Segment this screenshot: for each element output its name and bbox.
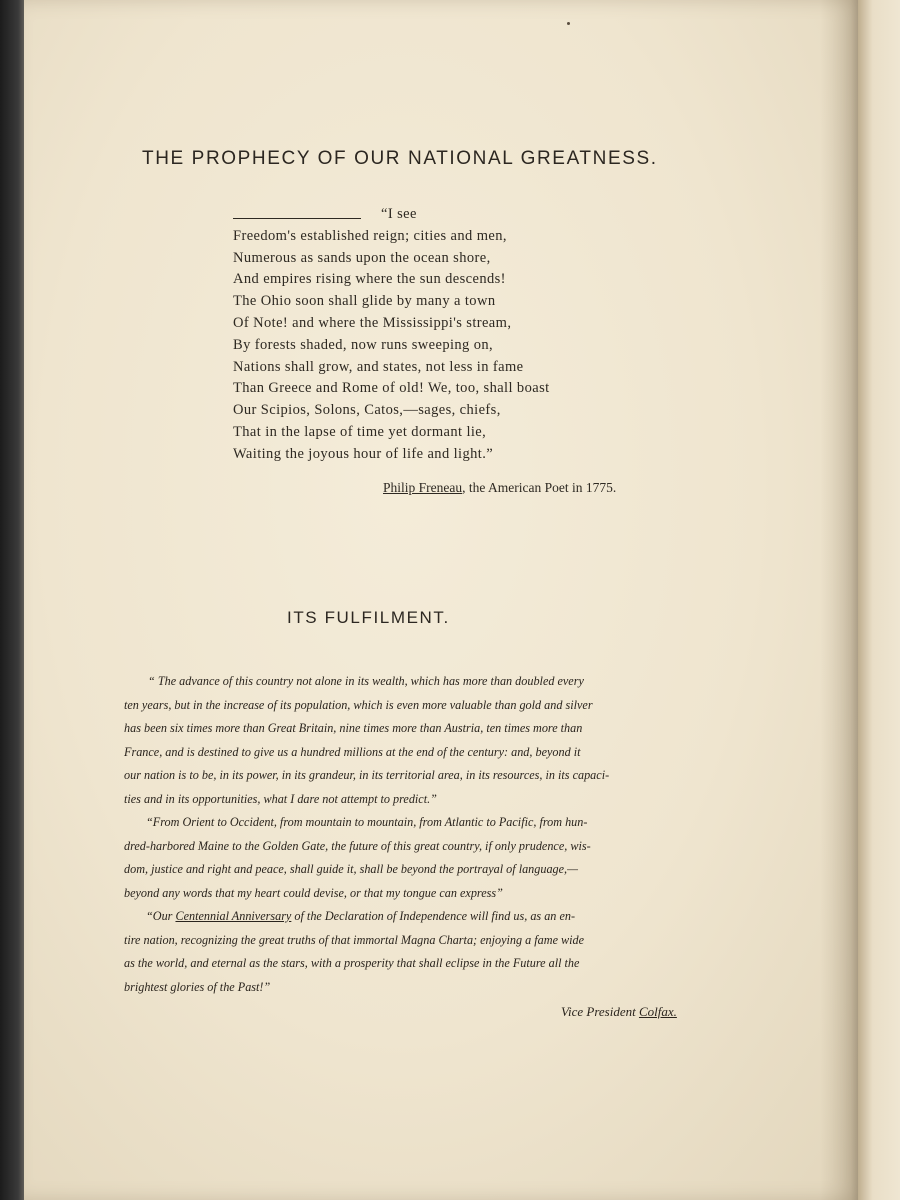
quote-line: ten years, but in the increase of its population, which is even more valuable than gold and silver bbox=[124, 697, 593, 712]
quote-line: ties and in its opportunities, what I dare not attempt to predict.” bbox=[124, 791, 437, 806]
poet-description: , the American Poet in 1775. bbox=[462, 480, 617, 495]
poem-line: And empires rising where the sun descends! bbox=[233, 271, 506, 288]
poem-line: That in the lapse of time yet dormant lie, bbox=[233, 423, 487, 440]
quote-line: as the world, and eternal as the stars, with a prosperity that shall eclipse in the Future all the bbox=[124, 956, 580, 970]
quote-text: of the Declaration of Independence will find us, as an en- bbox=[291, 909, 576, 923]
quote-line: “ The advance of this country not alone in its wealth, which has more than doubled every bbox=[148, 674, 584, 688]
page-title: THE PROPHECY OF OUR NATIONAL GREATNESS. bbox=[142, 148, 658, 169]
poem-line: By forests shaded, now runs sweeping on, bbox=[233, 336, 494, 353]
quote-open: “Our bbox=[146, 909, 176, 923]
poem-attribution bbox=[383, 480, 683, 496]
signature-name: Colfax. bbox=[638, 1004, 677, 1019]
quote-line: our nation is to be, in its power, in its grandeur, in its territorial area, in its resources, in its capaci- bbox=[124, 768, 610, 782]
poem-line: Of Note! and where the Mississippi's stream, bbox=[233, 314, 512, 331]
signature-title: Vice President bbox=[561, 1004, 639, 1019]
quote-line: France, and is destined to give us a hundred millions at the end of the century: and, beyond it bbox=[124, 744, 581, 759]
quote-line: brightest glories of the Past!” bbox=[124, 979, 271, 994]
quote-line: beyond any words that my heart could devise, or that my tongue can express” bbox=[124, 885, 503, 900]
quote-line: dred-harbored Maine to the Golden Gate, the future of this great country, if only prudence, wis- bbox=[124, 838, 591, 853]
section-heading: ITS FULFILMENT. bbox=[287, 608, 450, 627]
poem-line: Freedom's established reign; cities and men, bbox=[233, 227, 507, 244]
facing-page-edge bbox=[858, 0, 900, 1200]
poem-line: Waiting the joyous hour of life and light.” bbox=[233, 445, 494, 462]
quote-line bbox=[124, 905, 664, 929]
poet-name: Philip Freneau bbox=[383, 480, 463, 495]
poem-line: Nations shall grow, and states, not less in fame bbox=[233, 358, 524, 375]
quote-signature bbox=[561, 1004, 741, 1020]
poem-line: Our Scipios, Solons, Catos,—sages, chiefs, bbox=[233, 402, 501, 419]
quote-line: dom, justice and right and peace, shall guide it, shall be beyond the portrayal of language,— bbox=[124, 862, 578, 876]
book-left-edge bbox=[0, 0, 26, 1200]
book-page bbox=[24, 0, 862, 1200]
ink-speck bbox=[567, 22, 570, 25]
poem-line: Numerous as sands upon the ocean shore, bbox=[233, 249, 491, 266]
poem bbox=[233, 204, 613, 466]
quote-line: has been six times more than Great Britain, nine times more than Austria, ten times more than bbox=[124, 721, 583, 735]
quote-line: tire nation, recognizing the great truths of that immortal Magna Charta; enjoying a fame wide bbox=[124, 932, 585, 947]
quote-line: “From Orient to Occident, from mountain to mountain, from Atlantic to Pacific, from hun- bbox=[146, 815, 588, 829]
centennial-anniversary: Centennial Anniversary bbox=[175, 909, 292, 923]
fulfilment-quotes bbox=[124, 670, 664, 999]
poem-line: “I see bbox=[233, 204, 613, 226]
poem-line: The Ohio soon shall glide by many a town bbox=[233, 293, 496, 310]
poem-line: Than Greece and Rome of old! We, too, shall boast bbox=[233, 380, 550, 397]
